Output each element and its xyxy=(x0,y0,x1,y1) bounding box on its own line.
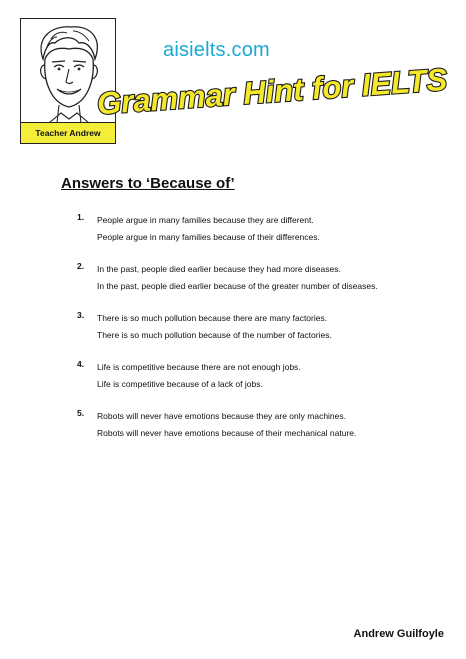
answers-list xyxy=(77,212,447,457)
answer-sentence: In the past, people died earlier because of the greater number of diseases. xyxy=(97,280,378,291)
answer-sentence: There is so much pollution because there are many factories. xyxy=(97,313,328,323)
answer-number: 1. xyxy=(77,212,85,222)
answer-sentence: Robots will never have emotions because of their mechanical nature. xyxy=(97,427,357,438)
list-item xyxy=(77,408,447,457)
answer-sentence: Life is competitive because of a lack of jobs. xyxy=(97,378,263,389)
answer-number: 4. xyxy=(77,359,85,369)
answer-sentence: People argue in many families because of their differences. xyxy=(97,231,320,242)
list-item xyxy=(77,212,447,261)
answer-number: 3. xyxy=(77,310,85,320)
list-item xyxy=(77,310,447,359)
answer-sentence: People argue in many families because they are different. xyxy=(97,215,314,225)
answer-sentence: In the past, people died earlier because they had more diseases. xyxy=(97,264,341,274)
author-name: Andrew Guilfoyle xyxy=(353,628,444,640)
banner-title: Grammar Hint for IELTS xyxy=(95,61,449,122)
site-url: aisielts.com xyxy=(163,39,270,61)
answer-sentence: There is so much pollution because of the number of factories. xyxy=(97,329,332,340)
teacher-portrait-card xyxy=(20,18,116,144)
teacher-name-label: Teacher Andrew xyxy=(21,122,115,143)
list-item xyxy=(77,261,447,310)
answer-sentence: Life is competitive because there are not enough jobs. xyxy=(97,362,301,372)
answer-number: 2. xyxy=(77,261,85,271)
grammar-hint-banner xyxy=(95,60,449,122)
page-heading: Answers to ‘Because of’ xyxy=(61,175,235,192)
answer-sentence: Robots will never have emotions because they are only machines. xyxy=(97,411,346,421)
list-item xyxy=(77,359,447,408)
answer-number: 5. xyxy=(77,408,85,418)
